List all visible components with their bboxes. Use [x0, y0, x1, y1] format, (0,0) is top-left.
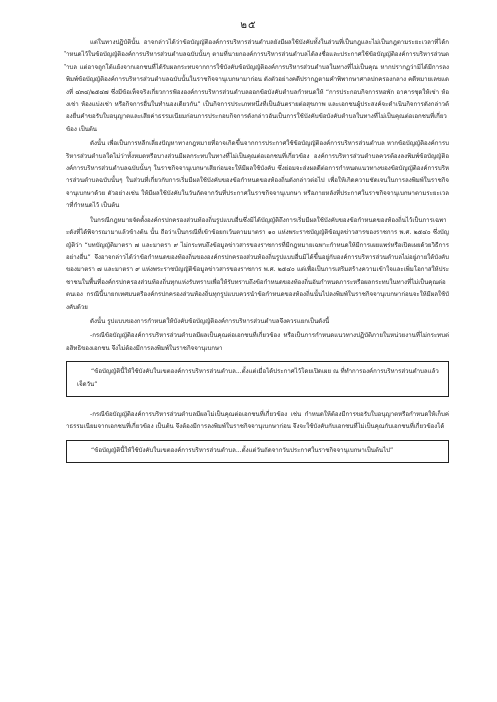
- quoted-clause-box-2: “ข้อบัญญัตินี้ให้ใช้บังคับในเขตองค์การบริหารส่วนตำบล...ตั้งแต่วันถัดจากวันประกาศในราชกิจจานุเบกษาเป็นต้นไป”: [66, 440, 449, 463]
- body-text: [66, 37, 449, 475]
- paragraph-4: ดังนั้น รูปแบบของการกำหนดให้บังคับข้อบัญญัติองค์การบริหารส่วนตำบลจึงควรแยกเป็นดังนี้: [90, 317, 330, 325]
- paragraph-1: แต่ในทางปฏิบัตินั้น อาจกล่าวได้ว่าข้อบัญญัติองค์การบริหารส่วนตำบลยังมีผลใช้บังคับทั้งในส่วนที่เป็นกฎและไม่เป็นกฎตามระยะเวลาที่ได้กำหนดไว้ในข้อบัญญัติองค์การบริหารส่วนตำบลฉบับนั้นๆ ตามที่นายกองค์การบริหารส่วนตำบลได้ลงชื่อและประกาศใช้ข้อบัญญัติองค์การบริหารส่วนตำบล แต่อาจถูกโต้แย้งจากเอกชนที่ได้รับผลกระทบจากการใช้บังคับข้อบัญญัติองค์การบริหารส่วนตำบลในทางที่ไม่เป็นคุณ หากปรากฏว่ามิได้มีการลงพิมพ์ข้อบัญญัติองค์การบริหารส่วนตำบลฉบับนั้นในราชกิจจานุเบกษามาก่อน ดังตัวอย่างคดีปรากฏตามคำพิพากษาศาลปกครองกลาง คดีหมายเลขแดงที่ ๔๓๔/๒๕๔๗ ซึ่งมีข้อเท็จจริงเกี่ยวการฟ้ององค์การบริหารส่วนตำบลออกข้อบังคับตำบลกำหนดให้ “การประกอบกิจการหอพัก อาคารชุดให้เช่า ห้องเช่า ห้องแบ่งเช่า หรือกิจการอื่นในทำนองเดียวกัน” เป็นกิจการประเภทหนึ่งที่เป็นอันตรายต่อสุขภาพ และเอกชนผู้ประสงค์จะดำเนินกิจการดังกล่าวต้องยื่นคำขอรับใบอนุญาตและเสียค่าธรรมเนียมก่อนการประกอบกิจการดังกล่าวอันเป็นการใช้บังคับข้อบังคับตำบลในทางที่ไม่เป็นคุณต่อเอกชนที่เกี่ยวข้อง เป็นต้น: [66, 39, 449, 133]
- paragraph-5: -กรณีข้อบัญญัติองค์การบริหารส่วนตำบลมีผลเป็นคุณต่อเอกชนที่เกี่ยวข้อง หรือเป็นการกำหนดแนวทางปฏิบัติภายในหน่วยงานที่ไม่กระทบต่อสิทธิของเอกชน จึงไม่ต้องมีการลงพิมพ์ในราชกิจจานุเบกษา: [66, 332, 449, 352]
- paragraph-6: -กรณีข้อบัญญัติองค์การบริหารส่วนตำบลมีผลไม่เป็นคุณต่อเอกชนที่เกี่ยวข้อง เช่น กำหนดให้ต้องมีการขอรับใบอนุญาตหรือกำหนดให้เก็บค่าธรรมเนียมจากเอกชนที่เกี่ยวข้อง เป็นต้น จึงต้องมีการลงพิมพ์ในราชกิจจานุเบกษาก่อน จึงจะใช้บังคับกับเอกชนที่ไม่เป็นคุณกับเอกชนที่เกี่ยวข้องได้: [66, 410, 449, 431]
- quoted-clause-box-1: “ข้อบัญญัตินี้ให้ใช้บังคับในเขตองค์การบริหารส่วนตำบล...ตั้งแต่เมื่อได้ประกาศไว้โดยเปิดเผย ณ ที่ทำการองค์การบริหารส่วนตำบลแล้วเจ็ดวัน”: [66, 361, 449, 397]
- paragraph-2: ดังนั้น เพื่อเป็นการหลีกเลี่ยงปัญหาทางกฎหมายที่อาจเกิดขึ้นจากการประกาศใช้ข้อบัญญัติองค์การบริหารส่วนตำบล หากข้อบัญญัติองค์การบริหารส่วนตำบลใดไม่ว่าทั้งหมดหรือบางส่วนมีผลกระทบในทางที่ไม่เป็นคุณต่อเอกชนที่เกี่ยวข้อง องค์การบริหารส่วนตำบลควรต้องลงพิมพ์ข้อบัญญัติองค์การบริหารส่วนตำบลฉบับนั้นๆ ในราชกิจจานุเบกษาเสียก่อนจะให้มีผลใช้บังคับ ซึ่งย่อมจะส่งผลดีต่อการกำหนดแนวทางของข้อบัญญัติองค์การบริหารส่วนตำบลฉบับนั้นๆ ในส่วนที่เกี่ยวกับการเริ่มมีผลใช้บังคับของข้อกำหนดของท้องถิ่นดังกล่าวต่อไป เพื่อให้เกิดความชัดเจนในการลงพิมพ์ในราชกิจจานุเบกษาด้วย ตัวอย่างเช่น ให้มีผลใช้บังคับในวันถัดจากวันที่ประกาศในราชกิจจานุเบกษา หรือภายหลังที่ประกาศในราชกิจจานุเบกษาตามระยะเวลาที่กำหนดไว้ เป็นต้น: [66, 140, 449, 210]
- paragraph-3: ในกรณีกฎหมายจัดตั้งองค์กรปกครองส่วนท้องถิ่นรูปแบบอื่นซึ่งมิได้บัญญัติถึงการเริ่มมีผลใช้บังคับของข้อกำหนดของท้องถิ่นไว้เป็นการเฉพาะดังที่ได้พิจารณามาแล้วข้างต้น นั้น ถือว่าเป็นกรณีที่เข้าข้อยกเว้นตามมาตรา ๑๐ แห่งพระราชบัญญัติข้อมูลข่าวสารของราชการ พ.ศ. ๒๕๔๐ ซึ่งบัญญัติว่า “บทบัญญัติมาตรา ๗ และมาตรา ๙ ไม่กระทบถึงข้อมูลข่าวสารของราชการที่มีกฎหมายเฉพาะกำหนดให้มีการเผยแพร่หรือเปิดเผยด้วยวิธีการอย่างอื่น” จึงอาจกล่าวได้ว่าข้อกำหนดของท้องถิ่นขององค์กรปกครองส่วนท้องถิ่นรูปแบบอื่นมิได้ขึ้นอยู่กับองค์การบริหารส่วนตำบลไม่อยู่ภายใต้บังคับของมาตรา ๗ และมาตรา ๙ แห่งพระราชบัญญัติข้อมูลข่าวสารของราชการ พ.ศ. ๒๕๔๐ แต่เพื่อเป็นการเสริมสร้างความเข้าใจและเพิ่มโอกาสให้ประชาชนในพื้นที่องค์กรปกครองส่วนท้องถิ่นทุกแห่งรับทราบเพื่อให้รับทราบถึงข้อกำหนดของท้องถิ่นอันกำหนดภาระหรือผลกระทบในทางที่ไม่เป็นคุณต่อตนเอง กรณีนี้นายกเทศมนตรีองค์กรปกครองส่วนท้องถิ่นทุกรูปแบบควรนำข้อกำหนดของท้องถิ่นนั้นไปลงพิมพ์ในราชกิจจานุเบกษาก่อนจะให้มีผลใช้บังคับด้วย: [66, 216, 449, 311]
- page-number: ๒๕: [240, 20, 257, 31]
